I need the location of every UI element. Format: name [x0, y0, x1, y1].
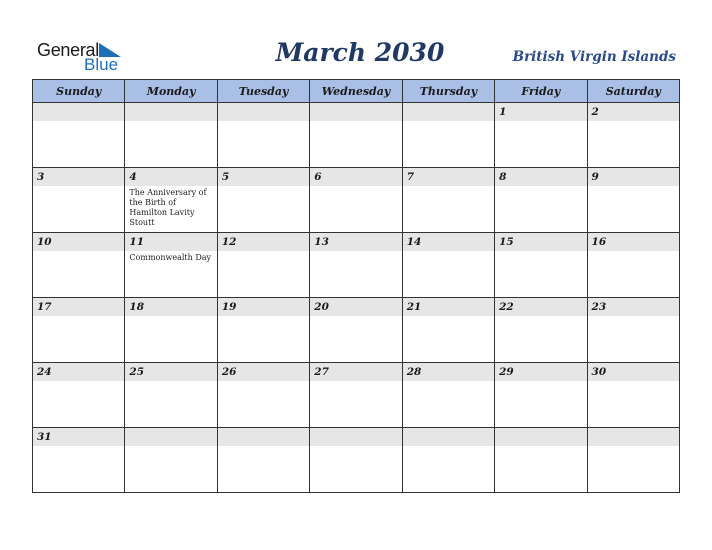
day-cell[interactable] [402, 298, 494, 363]
country-name: British Virgin Islands [512, 49, 676, 65]
day-cell[interactable] [310, 298, 402, 363]
day-cell[interactable] [125, 168, 217, 233]
calendar-grid [32, 79, 680, 493]
day-cell[interactable] [217, 363, 309, 428]
day-cell[interactable] [33, 428, 125, 493]
day-number [125, 428, 216, 446]
day-cell[interactable] [587, 428, 679, 493]
logo-text-blue: Blue [84, 55, 119, 74]
week-row [33, 298, 680, 363]
day-cell[interactable] [310, 363, 402, 428]
day-cell[interactable] [33, 103, 125, 168]
day-number [33, 103, 124, 121]
weekday-thursday: Thursday [402, 80, 494, 103]
day-number: 25 [125, 363, 216, 381]
weekday-sunday: Sunday [33, 80, 125, 103]
day-number: 4 [125, 168, 216, 186]
day-number: 6 [310, 168, 401, 186]
day-cell[interactable] [33, 363, 125, 428]
day-number: 7 [403, 168, 494, 186]
day-number: 20 [310, 298, 401, 316]
day-cell[interactable] [33, 298, 125, 363]
day-number: 15 [495, 233, 586, 251]
day-number: 21 [403, 298, 494, 316]
day-number: 1 [495, 103, 586, 121]
day-number [218, 428, 309, 446]
day-number: 30 [588, 363, 679, 381]
day-cell[interactable] [310, 428, 402, 493]
week-row [33, 428, 680, 493]
day-number: 17 [33, 298, 124, 316]
day-cell[interactable] [402, 233, 494, 298]
day-number: 3 [33, 168, 124, 186]
day-number: 9 [588, 168, 679, 186]
day-cell[interactable] [587, 298, 679, 363]
day-cell[interactable] [587, 233, 679, 298]
day-number: 12 [218, 233, 309, 251]
day-cell[interactable] [402, 363, 494, 428]
day-cell[interactable] [495, 103, 587, 168]
day-number: 11 [125, 233, 216, 251]
day-cell[interactable] [125, 103, 217, 168]
day-cell[interactable] [125, 298, 217, 363]
week-row [33, 168, 680, 233]
holiday-label: The Anniversary of the Birth of Hamilton Lavity Stoutt [129, 188, 207, 227]
day-number [125, 103, 216, 121]
day-cell[interactable] [33, 168, 125, 233]
day-number: 22 [495, 298, 586, 316]
day-cell[interactable] [402, 103, 494, 168]
day-number: 31 [33, 428, 124, 446]
day-cell[interactable] [402, 428, 494, 493]
day-cell[interactable] [587, 363, 679, 428]
day-number: 29 [495, 363, 586, 381]
day-cell[interactable] [310, 168, 402, 233]
day-cell[interactable] [587, 103, 679, 168]
day-cell[interactable] [402, 168, 494, 233]
day-number: 24 [33, 363, 124, 381]
calendar-title: March 2030 [275, 38, 445, 67]
day-cell[interactable] [125, 233, 217, 298]
day-cell[interactable] [495, 168, 587, 233]
holiday-label: Commonwealth Day [129, 253, 212, 262]
day-number: 19 [218, 298, 309, 316]
week-row [33, 103, 680, 168]
day-cell[interactable] [33, 233, 125, 298]
day-number: 10 [33, 233, 124, 251]
day-number [310, 103, 401, 121]
day-number: 27 [310, 363, 401, 381]
day-number: 2 [588, 103, 679, 121]
day-number [403, 103, 494, 121]
day-number: 18 [125, 298, 216, 316]
logo-text-general: General [37, 40, 99, 60]
day-cell[interactable] [495, 233, 587, 298]
day-number [495, 428, 586, 446]
weekday-tuesday: Tuesday [217, 80, 309, 103]
day-number: 23 [588, 298, 679, 316]
day-number: 5 [218, 168, 309, 186]
weekday-monday: Monday [125, 80, 217, 103]
day-cell[interactable] [310, 233, 402, 298]
day-cell[interactable] [217, 428, 309, 493]
day-cell[interactable] [495, 428, 587, 493]
day-number: 13 [310, 233, 401, 251]
day-number [310, 428, 401, 446]
day-cell[interactable] [495, 298, 587, 363]
day-number [588, 428, 679, 446]
weekday-wednesday: Wednesday [310, 80, 402, 103]
generalblue-logo [37, 40, 127, 74]
day-number: 28 [403, 363, 494, 381]
day-number: 8 [495, 168, 586, 186]
day-cell[interactable] [217, 233, 309, 298]
day-cell[interactable] [217, 298, 309, 363]
weekday-friday: Friday [495, 80, 587, 103]
day-cell[interactable] [587, 168, 679, 233]
week-row [33, 363, 680, 428]
day-cell[interactable] [125, 428, 217, 493]
weekday-header-row [33, 80, 680, 103]
day-number: 14 [403, 233, 494, 251]
day-number [218, 103, 309, 121]
day-number: 16 [588, 233, 679, 251]
day-cell[interactable] [217, 168, 309, 233]
week-row [33, 233, 680, 298]
day-number: 26 [218, 363, 309, 381]
day-cell[interactable] [310, 103, 402, 168]
weekday-saturday: Saturday [587, 80, 679, 103]
day-number [403, 428, 494, 446]
day-cell[interactable] [125, 363, 217, 428]
calendar-body [33, 103, 680, 493]
day-cell[interactable] [495, 363, 587, 428]
day-cell[interactable] [217, 103, 309, 168]
